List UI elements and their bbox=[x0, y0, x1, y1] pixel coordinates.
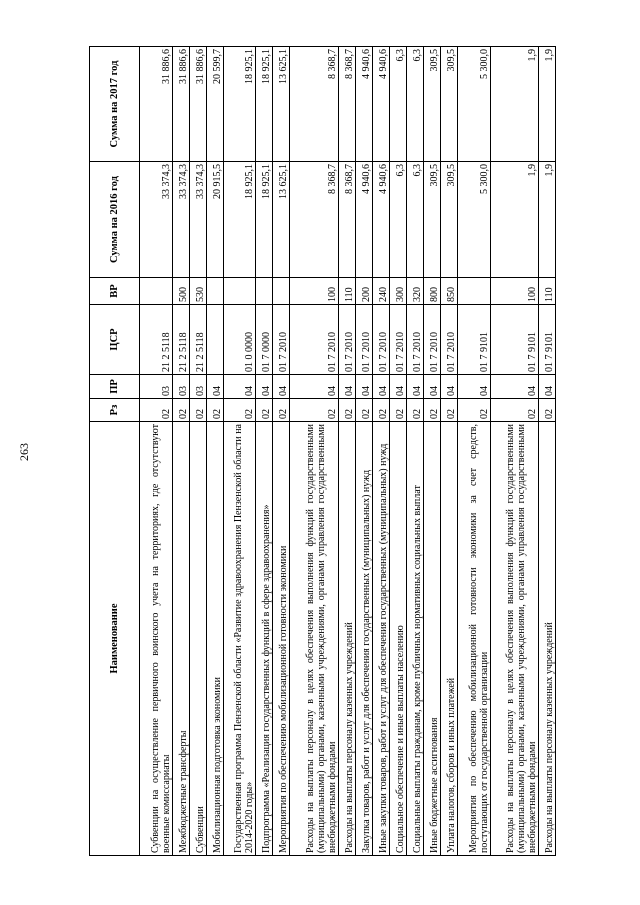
cell-sum-2016: 309,5 bbox=[440, 162, 457, 278]
table-row bbox=[440, 47, 457, 856]
cell-rz: 02 bbox=[273, 399, 290, 422]
header-sum-2017: Сумма на 2017 год bbox=[90, 47, 140, 162]
table-header-row bbox=[90, 47, 140, 856]
cell-sum-2016: 8 368,7 bbox=[338, 162, 355, 278]
cell-csr: 21 2 5118 bbox=[189, 305, 206, 375]
cell-sum-2017: 31 886,6 bbox=[189, 47, 206, 162]
table-row bbox=[538, 47, 555, 856]
cell-pr: 04 bbox=[256, 375, 273, 399]
cell-sum-2017: 309,5 bbox=[423, 47, 440, 162]
cell-sum-2016: 309,5 bbox=[423, 162, 440, 278]
cell-rz: 02 bbox=[457, 399, 490, 422]
cell-sum-2017: 1,9 bbox=[490, 47, 538, 162]
cell-name: Мероприятия по обеспечению мобилизационной готовности экономики за счет средств, поступающих от государственной организации bbox=[457, 422, 490, 856]
cell-pr: 04 bbox=[355, 375, 372, 399]
cell-rz: 02 bbox=[423, 399, 440, 422]
cell-vr bbox=[273, 278, 290, 305]
cell-pr: 03 bbox=[140, 375, 173, 399]
cell-sum-2017: 13 625,1 bbox=[273, 47, 290, 162]
cell-sum-2016: 33 374,3 bbox=[172, 162, 189, 278]
table-row bbox=[457, 47, 490, 856]
cell-csr: 01 7 2010 bbox=[290, 305, 338, 375]
cell-name: Расходы на выплаты персоналу в целях обеспечения выполнения функций государственными (муниципальными) органами, казенными учреждениями, органами управления государственными внебюджетными фондами bbox=[490, 422, 538, 856]
cell-rz: 02 bbox=[355, 399, 372, 422]
cell-pr: 04 bbox=[457, 375, 490, 399]
cell-rz: 02 bbox=[206, 399, 223, 422]
cell-csr: 01 7 2010 bbox=[355, 305, 372, 375]
cell-pr: 04 bbox=[538, 375, 555, 399]
table-row bbox=[490, 47, 538, 856]
cell-sum-2017: 4 940,6 bbox=[372, 47, 389, 162]
cell-pr: 04 bbox=[440, 375, 457, 399]
cell-csr: 01 7 0000 bbox=[256, 305, 273, 375]
cell-name: Социальные выплаты гражданам, кроме публичных нормативных социальных выплат bbox=[406, 422, 423, 856]
page-number: 263 bbox=[17, 443, 31, 461]
cell-pr: 04 bbox=[206, 375, 223, 399]
cell-pr: 04 bbox=[290, 375, 338, 399]
cell-sum-2017: 18 925,1 bbox=[223, 47, 256, 162]
cell-vr: 100 bbox=[490, 278, 538, 305]
cell-csr: 01 7 9101 bbox=[538, 305, 555, 375]
cell-pr: 04 bbox=[389, 375, 406, 399]
cell-rz: 02 bbox=[189, 399, 206, 422]
table-row bbox=[423, 47, 440, 856]
header-name: Наименование bbox=[90, 422, 140, 856]
header-csr: ЦСР bbox=[90, 305, 140, 375]
cell-csr: 01 7 2010 bbox=[389, 305, 406, 375]
table-row bbox=[406, 47, 423, 856]
cell-sum-2017: 6,3 bbox=[406, 47, 423, 162]
cell-name: Расходы на выплаты персоналу казенных учреждений bbox=[538, 422, 555, 856]
cell-sum-2017: 20 599,7 bbox=[206, 47, 223, 162]
table-row bbox=[355, 47, 372, 856]
budget-table-container bbox=[89, 47, 556, 856]
cell-vr bbox=[223, 278, 256, 305]
cell-name: Межбюджетные трансферты bbox=[172, 422, 189, 856]
cell-sum-2017: 8 368,7 bbox=[290, 47, 338, 162]
cell-rz: 02 bbox=[538, 399, 555, 422]
cell-pr: 04 bbox=[223, 375, 256, 399]
cell-sum-2017: 1,9 bbox=[538, 47, 555, 162]
cell-vr: 530 bbox=[189, 278, 206, 305]
cell-rz: 02 bbox=[256, 399, 273, 422]
cell-sum-2017: 8 368,7 bbox=[338, 47, 355, 162]
cell-vr: 240 bbox=[372, 278, 389, 305]
cell-rz: 02 bbox=[389, 399, 406, 422]
cell-sum-2016: 18 925,1 bbox=[256, 162, 273, 278]
cell-vr: 300 bbox=[389, 278, 406, 305]
cell-rz: 02 bbox=[290, 399, 338, 422]
cell-name: Государственная программа Пензенской области «Развитие здравоохранения Пензенской области на 2014-2020 годы» bbox=[223, 422, 256, 856]
cell-sum-2017: 6,3 bbox=[389, 47, 406, 162]
cell-sum-2016: 18 925,1 bbox=[223, 162, 256, 278]
cell-name: Расходы на выплаты персоналу в целях обеспечения выполнения функций государственными (муниципальными) органами, казенными учреждениями, органами управления государственными внебюджетными фондами bbox=[290, 422, 338, 856]
cell-rz: 02 bbox=[440, 399, 457, 422]
table-row bbox=[389, 47, 406, 856]
cell-sum-2016: 8 368,7 bbox=[290, 162, 338, 278]
cell-name: Иные бюджетные ассигнования bbox=[423, 422, 440, 856]
cell-sum-2016: 1,9 bbox=[538, 162, 555, 278]
table-row bbox=[189, 47, 206, 856]
table-row bbox=[273, 47, 290, 856]
cell-sum-2016: 33 374,3 bbox=[189, 162, 206, 278]
cell-pr: 03 bbox=[172, 375, 189, 399]
cell-rz: 02 bbox=[140, 399, 173, 422]
cell-name: Иные закупки товаров, работ и услуг для обеспечения государственных (муниципальных) нужд bbox=[372, 422, 389, 856]
cell-vr bbox=[256, 278, 273, 305]
cell-sum-2016: 6,3 bbox=[406, 162, 423, 278]
cell-vr: 500 bbox=[172, 278, 189, 305]
cell-sum-2016: 4 940,6 bbox=[372, 162, 389, 278]
table-row bbox=[223, 47, 256, 856]
cell-sum-2017: 31 886,6 bbox=[140, 47, 173, 162]
cell-pr: 04 bbox=[423, 375, 440, 399]
cell-vr: 100 bbox=[290, 278, 338, 305]
table-row bbox=[140, 47, 173, 856]
cell-sum-2017: 31 886,6 bbox=[172, 47, 189, 162]
cell-csr: 01 7 2010 bbox=[273, 305, 290, 375]
cell-pr: 04 bbox=[273, 375, 290, 399]
table-row bbox=[206, 47, 223, 856]
cell-sum-2016: 1,9 bbox=[490, 162, 538, 278]
cell-sum-2017: 18 925,1 bbox=[256, 47, 273, 162]
cell-vr: 110 bbox=[538, 278, 555, 305]
budget-table bbox=[89, 46, 556, 856]
cell-vr: 800 bbox=[423, 278, 440, 305]
cell-rz: 02 bbox=[338, 399, 355, 422]
cell-rz: 02 bbox=[223, 399, 256, 422]
cell-name: Мобилизационная подготовка экономики bbox=[206, 422, 223, 856]
cell-sum-2016: 5 300,0 bbox=[457, 162, 490, 278]
cell-csr: 21 2 5118 bbox=[140, 305, 173, 375]
header-sum-2016: Сумма на 2016 год bbox=[90, 162, 140, 278]
cell-rz: 02 bbox=[172, 399, 189, 422]
table-row bbox=[372, 47, 389, 856]
header-vr: ВР bbox=[90, 278, 140, 305]
cell-rz: 02 bbox=[372, 399, 389, 422]
cell-csr: 01 7 2010 bbox=[406, 305, 423, 375]
header-rz: Рз bbox=[90, 399, 140, 422]
cell-sum-2017: 309,5 bbox=[440, 47, 457, 162]
cell-vr: 850 bbox=[440, 278, 457, 305]
cell-name: Мероприятия по обеспечению мобилизационной готовности экономики bbox=[273, 422, 290, 856]
cell-name: Закупка товаров, работ и услуг для обеспечения государственных (муниципальных) нужд bbox=[355, 422, 372, 856]
table-row bbox=[290, 47, 338, 856]
cell-vr bbox=[206, 278, 223, 305]
cell-name: Субвенции bbox=[189, 422, 206, 856]
cell-pr: 04 bbox=[338, 375, 355, 399]
table-body bbox=[140, 47, 556, 856]
cell-name: Подпрограмма «Реализация государственных функций в сфере здравоохранения» bbox=[256, 422, 273, 856]
cell-csr: 01 7 2010 bbox=[338, 305, 355, 375]
cell-vr: 320 bbox=[406, 278, 423, 305]
cell-sum-2016: 20 915,5 bbox=[206, 162, 223, 278]
cell-rz: 02 bbox=[490, 399, 538, 422]
table-row bbox=[338, 47, 355, 856]
cell-sum-2016: 13 625,1 bbox=[273, 162, 290, 278]
cell-sum-2016: 6,3 bbox=[389, 162, 406, 278]
budget-table-region bbox=[89, 47, 556, 856]
cell-pr: 04 bbox=[490, 375, 538, 399]
cell-csr: 01 7 9101 bbox=[457, 305, 490, 375]
cell-rz: 02 bbox=[406, 399, 423, 422]
cell-name: Уплата налогов, сборов и иных платежей bbox=[440, 422, 457, 856]
cell-csr: 01 0 0000 bbox=[223, 305, 256, 375]
cell-name: Субвенции на осуществление первичного воинского учета на территориях, где отсутствуют военные комиссариаты bbox=[140, 422, 173, 856]
cell-vr: 110 bbox=[338, 278, 355, 305]
cell-csr: 01 7 9101 bbox=[490, 305, 538, 375]
cell-sum-2016: 4 940,6 bbox=[355, 162, 372, 278]
cell-csr bbox=[206, 305, 223, 375]
cell-vr bbox=[140, 278, 173, 305]
cell-name: Социальное обеспечение и иные выплаты населению bbox=[389, 422, 406, 856]
cell-csr: 21 2 5118 bbox=[172, 305, 189, 375]
cell-csr: 01 7 2010 bbox=[372, 305, 389, 375]
cell-vr: 200 bbox=[355, 278, 372, 305]
cell-csr: 01 7 2010 bbox=[440, 305, 457, 375]
table-row bbox=[256, 47, 273, 856]
cell-sum-2017: 5 300,0 bbox=[457, 47, 490, 162]
table-row bbox=[172, 47, 189, 856]
cell-pr: 04 bbox=[406, 375, 423, 399]
cell-vr bbox=[457, 278, 490, 305]
cell-pr: 03 bbox=[189, 375, 206, 399]
cell-sum-2017: 4 940,6 bbox=[355, 47, 372, 162]
header-pr: ПР bbox=[90, 375, 140, 399]
cell-name: Расходы на выплаты персоналу казенных учреждений bbox=[338, 422, 355, 856]
cell-pr: 04 bbox=[372, 375, 389, 399]
cell-sum-2016: 33 374,3 bbox=[140, 162, 173, 278]
cell-csr: 01 7 2010 bbox=[423, 305, 440, 375]
